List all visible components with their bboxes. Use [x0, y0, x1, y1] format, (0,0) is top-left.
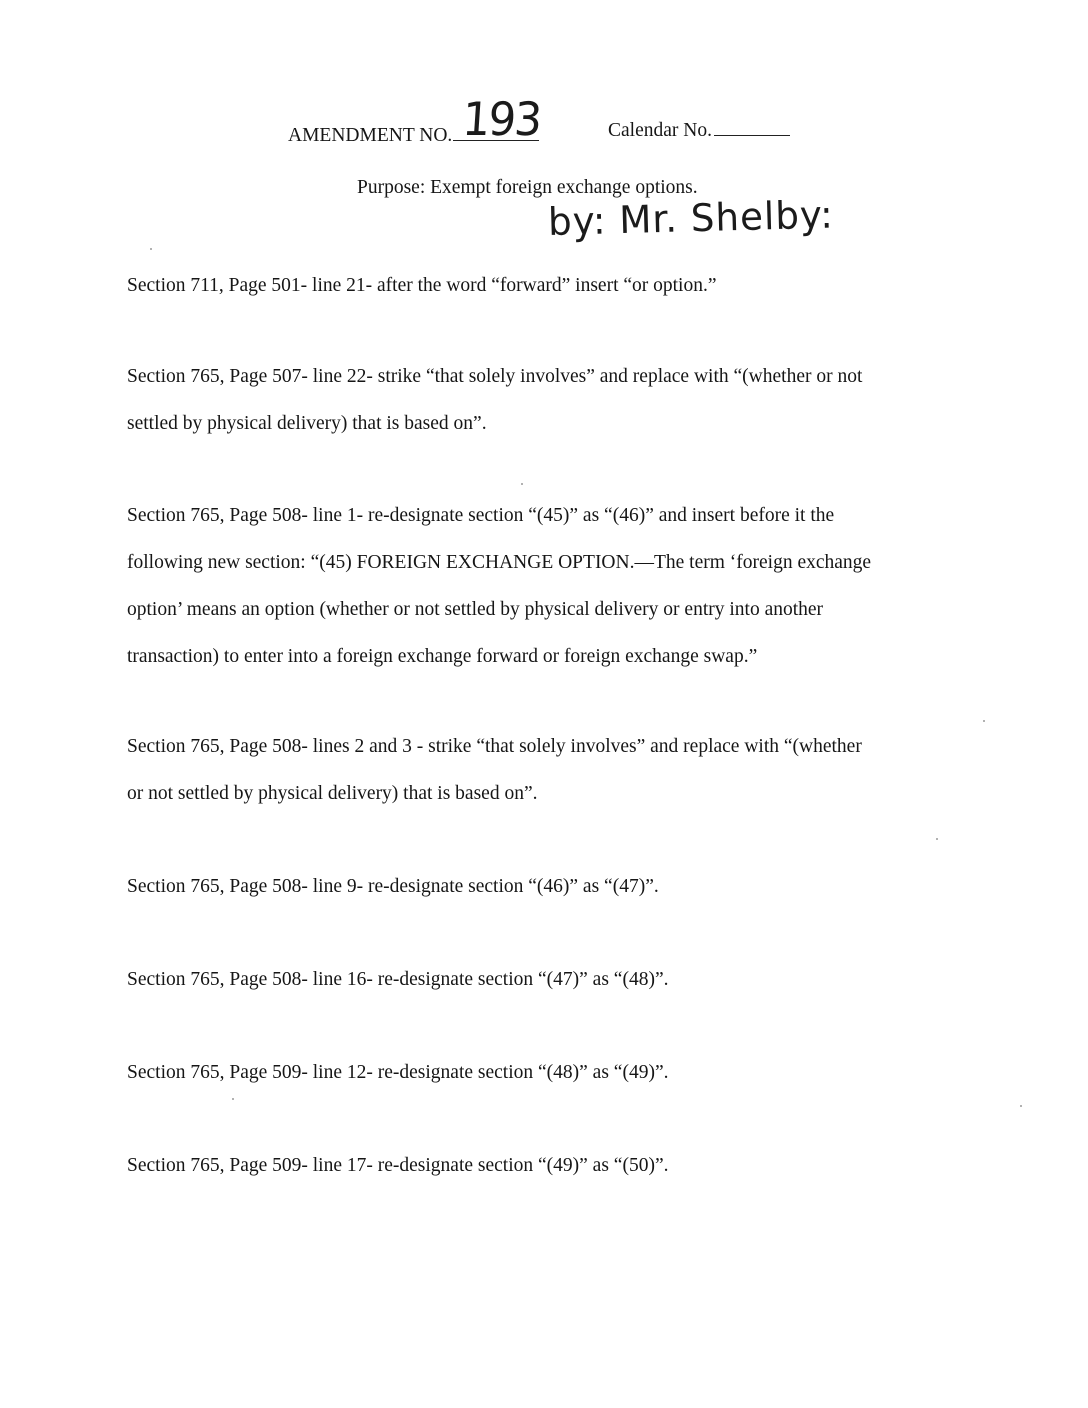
instruction-line: Section 765, Page 508- line 1- re-designate section “(45)” as “(46)” and insert before it the	[127, 505, 835, 526]
amendment-instruction-2	[127, 353, 957, 447]
amendment-label: AMENDMENT NO.	[288, 125, 453, 146]
scan-speck	[150, 248, 152, 250]
scan-speck	[521, 483, 523, 485]
amendment-header	[288, 92, 712, 147]
scan-speck	[983, 720, 985, 722]
amendment-number-blank	[453, 92, 543, 146]
amendment-instruction-4	[127, 723, 957, 817]
amendment-instruction-3	[127, 492, 957, 680]
amendment-instruction-7	[127, 1049, 957, 1096]
amendment-instruction-8	[127, 1142, 957, 1189]
calendar-label: Calendar No.	[608, 120, 712, 141]
instruction-line: Section 765, Page 509- line 12- re-designate section “(48)” as “(49)”.	[127, 1062, 669, 1083]
instruction-line: Section 765, Page 508- lines 2 and 3 - strike “that solely involves” and replace with “(whether	[127, 736, 862, 757]
instruction-line: or not settled by physical delivery) that is based on”.	[127, 783, 538, 804]
amendment-instruction-5	[127, 863, 957, 910]
amendment-instruction-1	[127, 262, 957, 309]
instruction-line: Section 765, Page 508- line 16- re-designate section “(47)” as “(48)”.	[127, 969, 669, 990]
scan-speck	[232, 1098, 234, 1100]
amendment-instruction-6	[127, 956, 957, 1003]
instruction-line: Section 765, Page 507- line 22- strike “that solely involves” and replace with “(whether or not	[127, 366, 863, 387]
instruction-line: Section 711, Page 501- line 21- after the word “forward” insert “or option.”	[127, 275, 717, 296]
instruction-line: settled by physical delivery) that is based on”.	[127, 413, 487, 434]
amendment-number-handwritten: 193	[461, 92, 543, 146]
calendar-number-blank	[714, 118, 790, 136]
handwritten-sponsor: by: Mr. Shelby:	[547, 192, 835, 244]
instruction-line: following new section: “(45) FOREIGN EXCHANGE OPTION.—The term ‘foreign exchange	[127, 552, 872, 573]
instruction-line: option’ means an option (whether or not settled by physical delivery or entry into another	[127, 599, 824, 620]
calendar-number	[608, 118, 790, 142]
purpose-line: Purpose: Exempt foreign exchange options.	[357, 177, 698, 198]
instruction-line: transaction) to enter into a foreign exchange forward or foreign exchange swap.”	[127, 646, 758, 667]
scan-speck	[1020, 1105, 1022, 1107]
instruction-line: Section 765, Page 508- line 9- re-designate section “(46)” as “(47)”.	[127, 876, 659, 897]
scan-speck	[936, 838, 938, 840]
instruction-line: Section 765, Page 509- line 17- re-designate section “(49)” as “(50)”.	[127, 1155, 669, 1176]
